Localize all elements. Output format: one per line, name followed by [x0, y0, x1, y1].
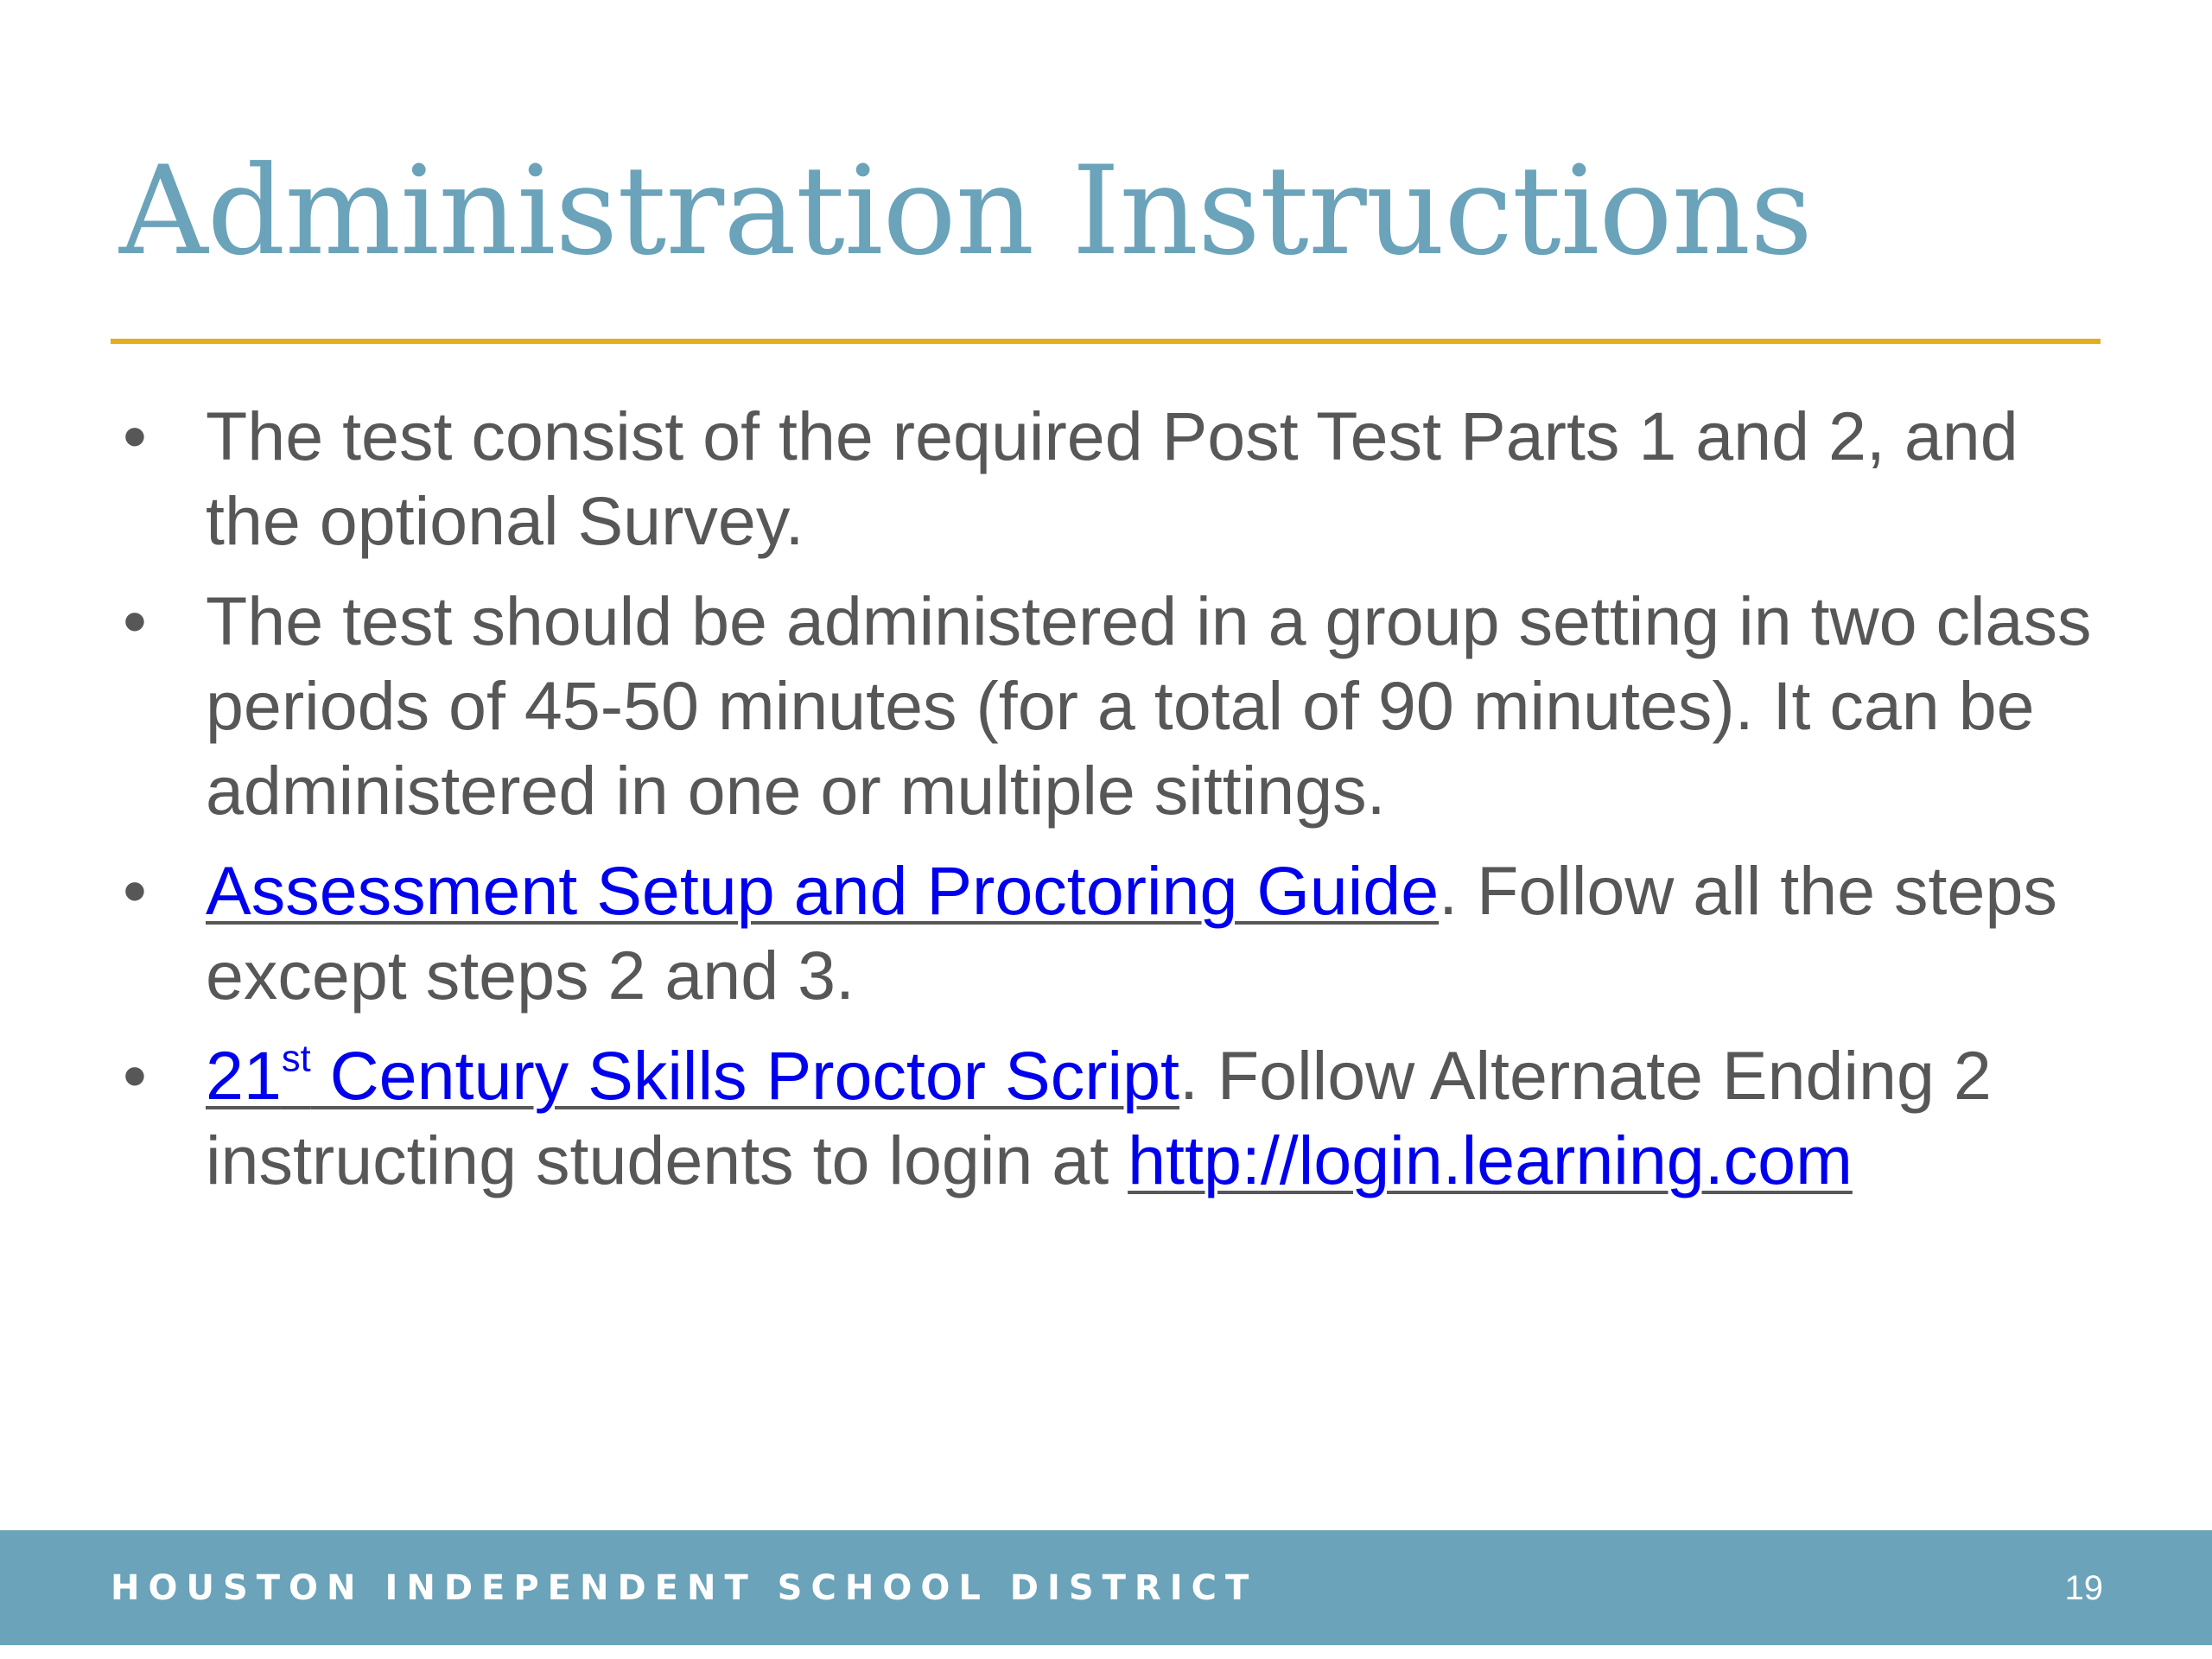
proctor-script-link-number: 21	[206, 1037, 282, 1114]
title-divider	[111, 339, 2101, 344]
login-url-link[interactable]: http://login.learning.com	[1128, 1122, 1853, 1198]
bullet-item-2	[118, 579, 2105, 833]
bullet-icon: •	[123, 1037, 147, 1114]
proctor-script-link-label: Century Skills Proctor Script	[310, 1037, 1179, 1114]
bullet-icon: •	[123, 582, 147, 659]
bullet-text: . Follow all the steps except steps 2 and 3.	[206, 852, 2057, 1014]
proctoring-guide-link[interactable]: Assessment Setup and Proctoring Guide	[206, 852, 1440, 929]
page-number: 19	[2064, 1569, 2103, 1607]
bullet-icon: •	[123, 397, 147, 474]
slide-title: Administration Instructions	[119, 140, 1813, 283]
bullet-item-4	[118, 1033, 2105, 1203]
footer-org-name: HOUSTON INDEPENDENT SCHOOL DISTRICT	[111, 1568, 1258, 1608]
bullet-icon: •	[123, 852, 147, 929]
bullet-text: The test consist of the required Post Test Parts 1 and 2, and the optional Survey.	[206, 397, 2018, 559]
proctor-script-link-ordinal: st	[281, 1038, 311, 1080]
bullet-item-1	[118, 394, 2105, 563]
bullet-item-3	[118, 849, 2105, 1018]
bullet-list	[118, 394, 2105, 1218]
footer-bar	[0, 1530, 2212, 1645]
bullet-text: . Follow Alternate Ending 2 instructing students to login at	[206, 1037, 1992, 1198]
bullet-text: The test should be administered in a group setting in two class periods of 45-50 minutes (for a total of 90 minutes). It can be administered in one or multiple sittings.	[206, 582, 2092, 829]
proctor-script-link[interactable]	[206, 1037, 1179, 1114]
